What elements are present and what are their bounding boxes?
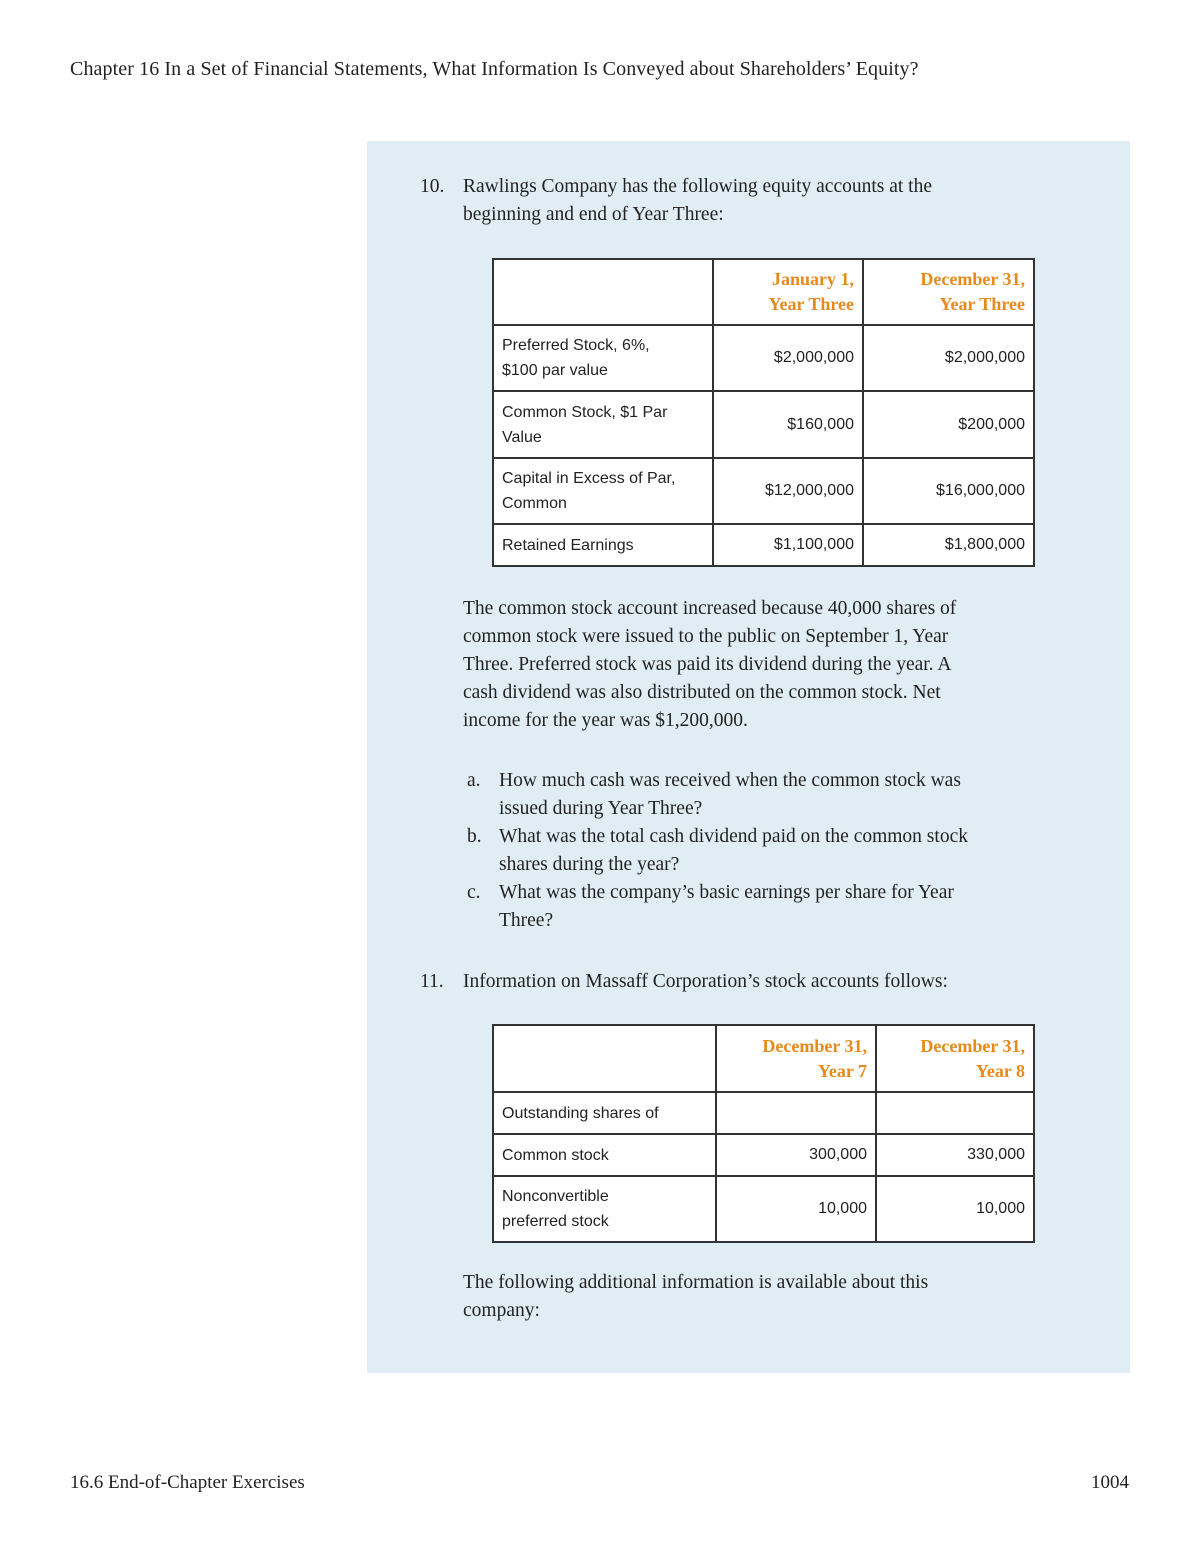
stock-accounts-table [492, 1024, 1035, 1243]
footer-section: 16.6 End-of-Chapter Exercises [70, 1472, 305, 1493]
exercise-10-intro [420, 173, 1100, 233]
table-row [493, 524, 1034, 566]
exercise-number: 11. [420, 971, 444, 992]
row-label: Retained Earnings [493, 524, 713, 566]
exercise-10-questions [463, 767, 1103, 935]
column-header-year7: December 31, Year 7 [716, 1025, 876, 1092]
question-item: a. How much cash was received when the common stock was issued during Year Three? [467, 770, 961, 819]
cell-value [876, 1092, 1034, 1134]
column-header-year8: December 31, Year 8 [876, 1025, 1034, 1092]
exercise-box [367, 141, 1130, 1373]
table-row [493, 391, 1034, 458]
table-row [493, 1134, 1034, 1176]
column-header-dec: December 31, Year Three [863, 259, 1034, 325]
cell-value [716, 1092, 876, 1134]
running-head: Chapter 16 In a Set of Financial Statements, What Information Is Conveyed about Shareholders’ Equity? [70, 58, 919, 80]
cell-value: $2,000,000 [863, 325, 1034, 391]
table-row [493, 1176, 1034, 1242]
exercise-10-paragraph: The common stock account increased because 40,000 shares of common stock were issued to the public on September 1, Year Three. Preferred stock was paid its dividend during the year. A cash dividend was also distributed on the common stock. Net income for the year was $1,200,000. [463, 598, 957, 731]
column-header-jan: January 1, Year Three [713, 259, 863, 325]
row-label: Common Stock, $1 Par Value [493, 391, 713, 458]
exercise-number: 10. [420, 176, 445, 197]
exercise-11-intro [420, 968, 1100, 998]
cell-value: 330,000 [876, 1134, 1034, 1176]
page-number: 1004 [1091, 1472, 1129, 1493]
table-row [493, 325, 1034, 391]
empty-header-cell [493, 259, 713, 325]
cell-value: $16,000,000 [863, 458, 1034, 524]
question-item: b. What was the total cash dividend paid on the common stock shares during the year? [467, 826, 968, 875]
row-label: Outstanding shares of [493, 1092, 716, 1134]
intro-line: beginning and end of Year Three: [463, 204, 724, 225]
intro-line: Rawlings Company has the following equity accounts at the [463, 176, 932, 197]
cell-value: 10,000 [716, 1176, 876, 1242]
equity-accounts-table [492, 258, 1035, 567]
cell-value: $200,000 [863, 391, 1034, 458]
cell-value: $1,800,000 [863, 524, 1034, 566]
row-label: Capital in Excess of Par, Common [493, 458, 713, 524]
row-label: Common stock [493, 1134, 716, 1176]
row-label: Preferred Stock, 6%, $100 par value [493, 325, 713, 391]
cell-value: $12,000,000 [713, 458, 863, 524]
table-row [493, 1092, 1034, 1134]
cell-value: 300,000 [716, 1134, 876, 1176]
cell-value: $1,100,000 [713, 524, 863, 566]
row-label: Nonconvertible preferred stock [493, 1176, 716, 1242]
cell-value: $2,000,000 [713, 325, 863, 391]
question-item: c. What was the company’s basic earnings per share for Year Three? [467, 882, 954, 931]
cell-value: 10,000 [876, 1176, 1034, 1242]
cell-value: $160,000 [713, 391, 863, 458]
intro-line: Information on Massaff Corporation’s stock accounts follows: [463, 971, 948, 992]
empty-header-cell [493, 1025, 716, 1092]
exercise-11-paragraph: The following additional information is available about this company: [463, 1272, 929, 1321]
table-row [493, 458, 1034, 524]
